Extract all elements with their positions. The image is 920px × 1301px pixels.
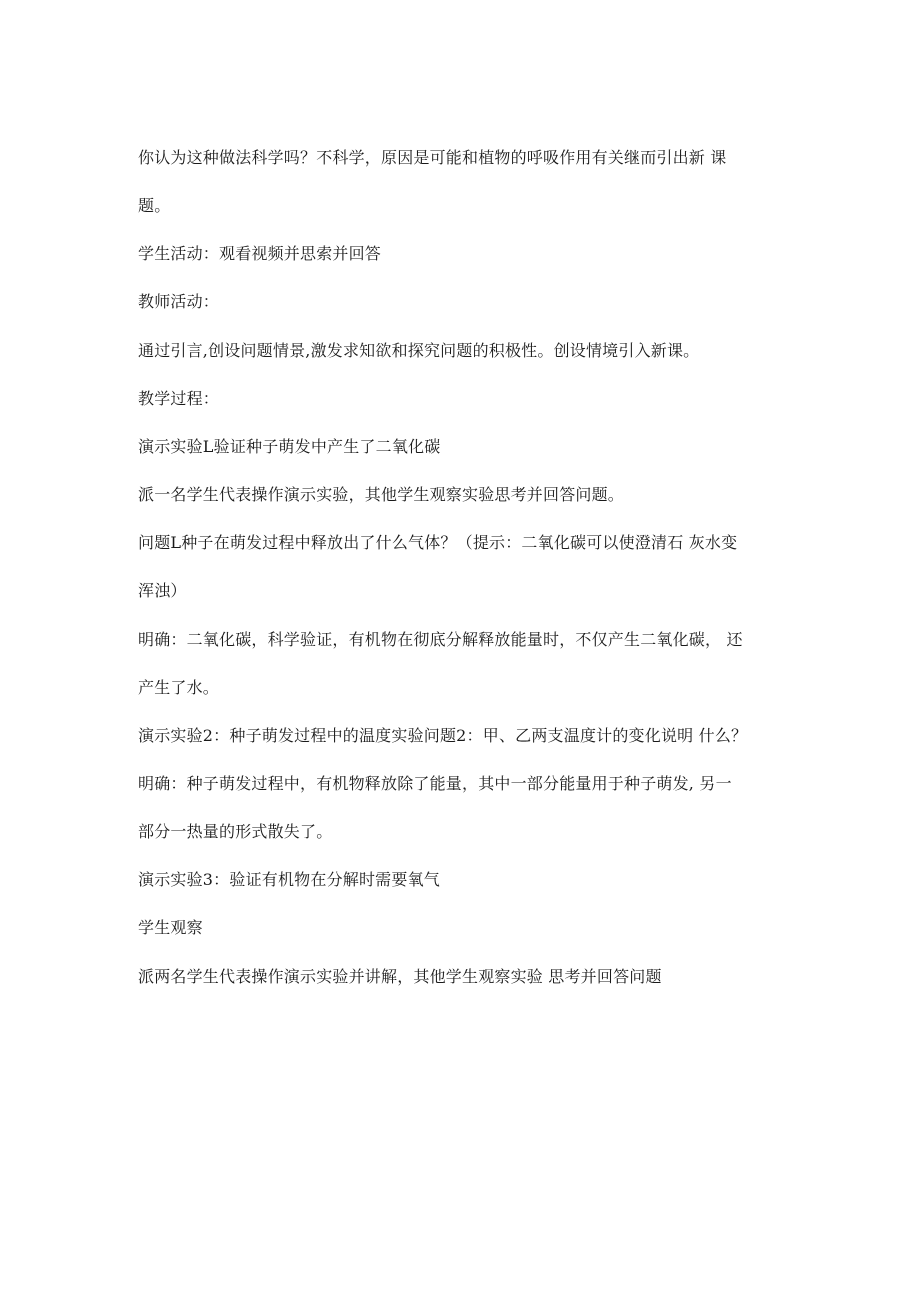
text-line: 派两名学生代表操作演示实验并讲解，其他学生观察实验 思考并回答问题 — [138, 967, 662, 986]
text-line: 教师活动： — [138, 292, 220, 311]
text-line: 明确：二氧化碳，科学验证，有机物在彻底分解释放能量时，不仅产生二氧化碳， 还 — [138, 630, 743, 649]
text-line: 问题L种子在萌发过程中释放出了什么气体？（提示：二氧化碳可以使澄清石 灰水变 — [138, 533, 738, 552]
text-line: 派一名学生代表操作演示实验，其他学生观察实验思考并回答问题。 — [138, 485, 625, 504]
text-line: 浑浊） — [138, 581, 187, 600]
text-line: 通过引言,创设问题情景,激发求知欲和探究问题的积极性。创设情境引入新课。 — [138, 341, 700, 360]
text-line: 学生活动：观看视频并思索并回答 — [138, 244, 382, 263]
text-line: 明确：种子萌发过程中，有机物释放除了能量，其中一部分能量用于种子萌发, 另一 — [138, 774, 732, 793]
text-line: 演示实验L验证种子萌发中产生了二氧化碳 — [138, 437, 441, 456]
text-line: 部分一热量的形式散失了。 — [138, 822, 333, 841]
text-line: 学生观察 — [138, 918, 203, 937]
text-line: 题。 — [138, 196, 171, 215]
text-line: 你认为这种做法科学吗？不科学，原因是可能和植物的呼吸作用有关继而引出新 课 — [138, 148, 727, 167]
text-line: 演示实验3：验证有机物在分解时需要氧气 — [138, 870, 440, 889]
text-line: 教学过程： — [138, 389, 220, 408]
text-line: 演示实验2：种子萌发过程中的温度实验问题2：甲、乙两支温度计的变化说明 什么？ — [138, 726, 748, 745]
text-line: 产生了水。 — [138, 678, 220, 697]
